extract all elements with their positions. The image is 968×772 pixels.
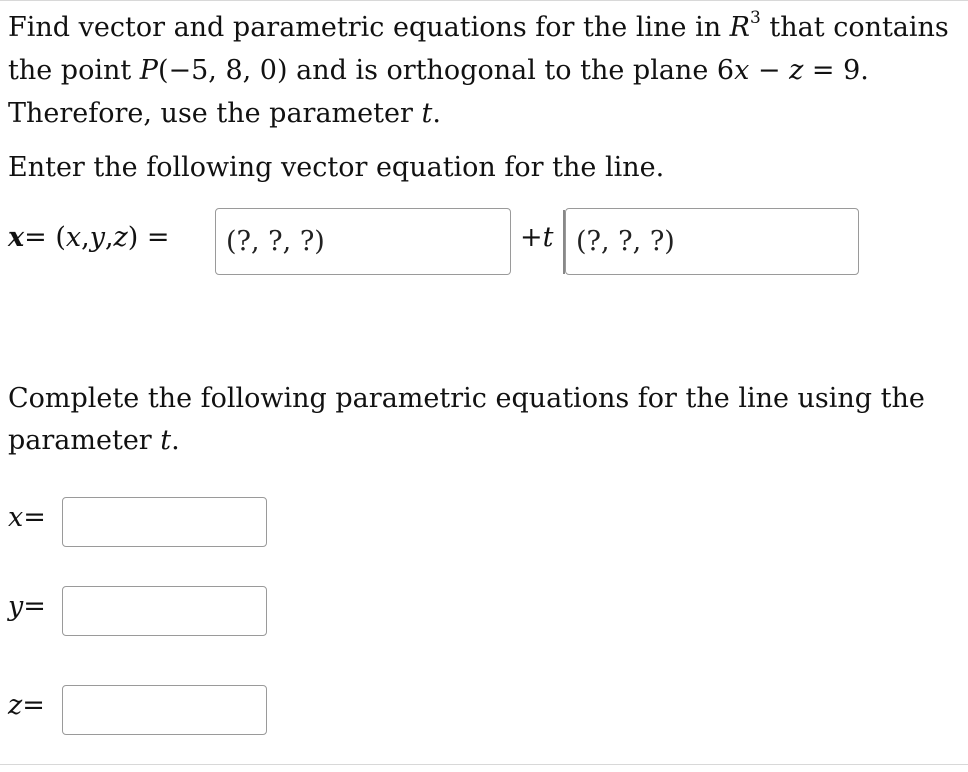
y-parametric-input[interactable] (62, 586, 267, 636)
x-equation-label: x = (8, 502, 46, 533)
problem-line-2: the point P(−5, 8, 0) and is orthogonal to the plane 6x − z = 9. (8, 55, 869, 86)
vector-lhs: x = ( x , y , z ) = (8, 222, 170, 253)
parametric-instruction-line-2: parameter t. (8, 425, 180, 456)
bottom-divider (0, 764, 968, 765)
z-parametric-input[interactable] (62, 685, 267, 735)
vector-instruction: Enter the following vector equation for the line. (8, 152, 665, 183)
plus-t-label: +t (520, 222, 554, 253)
z-equation-label: z = (8, 690, 45, 721)
parametric-instruction-line-1: Complete the following parametric equations for the line using the (8, 383, 925, 414)
point-vector-input[interactable] (215, 208, 511, 275)
problem-line-1: Find vector and parametric equations for the line in $R^3$ that contains (8, 8, 949, 43)
problem-line-3: Therefore, use the parameter t. (8, 98, 441, 129)
y-equation-label: y = (8, 591, 46, 622)
direction-vector-input[interactable] (565, 208, 859, 275)
top-divider (0, 0, 968, 1)
x-parametric-input[interactable] (62, 497, 267, 547)
